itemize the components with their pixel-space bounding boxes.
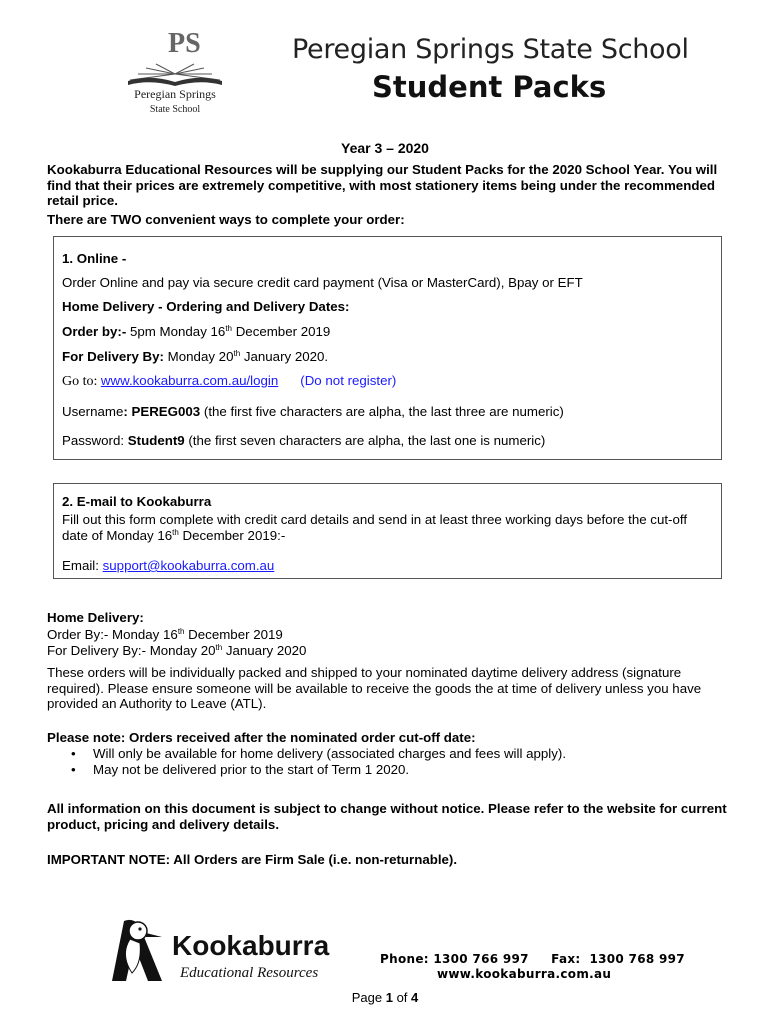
do-not-register-note: (Do not register) [300, 373, 397, 388]
kookaburra-logo [104, 915, 354, 985]
home-delivery-by: For Delivery By:- Monday 20th January 2020 [47, 643, 307, 658]
school-logo [110, 24, 240, 124]
support-email-link[interactable]: support@kookaburra.com.au [102, 558, 275, 573]
late-orders-bullet: • May not be delivered prior to the start of Term 1 2020. [47, 762, 727, 778]
online-order-box [53, 236, 722, 460]
email-text-line2: date of Monday 16th December 2019:- [62, 528, 286, 543]
home-delivery-heading: Home Delivery: [47, 610, 144, 625]
username-line: Username: PEREG003 (the first five characters are alpha, the last three are numeric) [62, 404, 564, 419]
page-number: Page 1 of 4 [351, 990, 419, 1005]
username-value: : PEREG003 [123, 404, 201, 419]
delivery-dates-heading: Home Delivery - Ordering and Delivery Dates: [62, 299, 350, 314]
packing-note: These orders will be individually packed and shipped to your nominated daytime delivery address (signature required). Please ensure someone will be available to receive the goods the at time of delivery unless you have provided an Authority to Leave (ATL). [47, 665, 702, 711]
delivery-by-label: For Delivery By: [62, 349, 164, 364]
brand-name: Kookaburra [172, 930, 330, 961]
logo-line2: State School [149, 104, 201, 115]
email-order-box [53, 483, 722, 579]
logo-line1: Peregian Springs [134, 87, 216, 101]
logo-monogram: PS [168, 28, 201, 59]
goto-label: Go to: [62, 374, 101, 389]
email-line: Email: support@kookaburra.com.au [62, 558, 275, 573]
goto-line [62, 373, 396, 390]
online-heading: 1. Online - [62, 251, 127, 266]
email-heading: 2. E-mail to Kookaburra [62, 494, 212, 509]
disclaimer: All information on this document is subject to change without notice. Please refer to the website for current product, pricing and delivery details. [47, 801, 727, 832]
late-orders-bullet: • Will only be available for home delivery (associated charges and fees will apply). [47, 746, 727, 762]
password-value: Student9 [127, 433, 185, 448]
important-note: IMPORTANT NOTE: All Orders are Firm Sale (i.e. non-returnable). [47, 852, 458, 867]
brand-tagline: Educational Resources [180, 965, 319, 981]
order-by-line: Order by:- 5pm Monday 16th December 2019 [62, 324, 331, 339]
password-line: Password: Student9 (the first seven characters are alpha, the last one is numeric) [62, 433, 546, 448]
late-orders-list [47, 746, 727, 778]
order-by-label: Order by:- [62, 324, 127, 339]
home-order-by: Order By:- Monday 16th December 2019 [47, 627, 283, 642]
school-name: Peregian Springs State School [292, 34, 689, 65]
ways-heading: There are TWO convenient ways to complete your order: [47, 212, 405, 227]
email-text-line1: Fill out this form complete with credit card details and send in at least three working days before the cut-off [62, 512, 688, 527]
login-link[interactable]: www.kookaburra.com.au/login [100, 373, 279, 388]
delivery-by-line: For Delivery By: Monday 20th January 2020. [62, 349, 329, 364]
document-title: Student Packs [372, 70, 607, 104]
contact-phone-fax: Phone: 1300 766 997 Fax: 1300 768 997 [380, 952, 685, 966]
kookaburra-website: www.kookaburra.com.au [437, 967, 612, 981]
late-orders-heading: Please note: Orders received after the nominated order cut-off date: [47, 730, 476, 745]
year-heading: Year 3 – 2020 [341, 140, 429, 156]
online-pay-text: Order Online and pay via secure credit card payment (Visa or MasterCard), Bpay or EFT [62, 275, 583, 290]
intro-paragraph: Kookaburra Educational Resources will be supplying our Student Packs for the 2020 School Year. You will find that their prices are extremely competitive, with most stationery items being under the recommended retail price. [47, 162, 718, 208]
